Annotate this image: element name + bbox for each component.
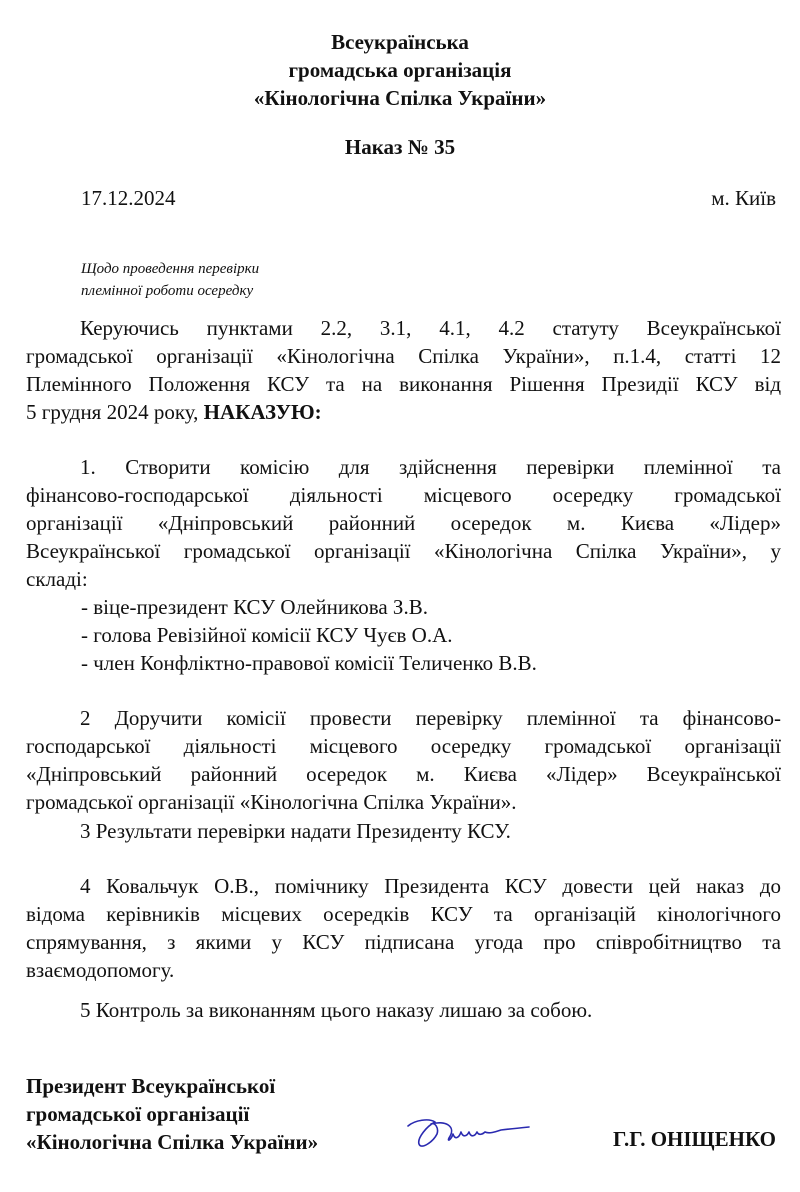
order-date: 17.12.2024 <box>81 186 176 210</box>
preamble-line: Керуючись пунктами 2.2, 3.1, 4.1, 4.2 статуту Всеукраїнської <box>80 316 781 340</box>
commission-member: - голова Ревізійної комісії КСУ Чуєв О.А. <box>81 623 453 647</box>
preamble-paragraph <box>26 314 781 426</box>
order-directive: НАКАЗУЮ: <box>203 400 322 424</box>
signatory-title-line-1: Президент Всеукраїнської <box>26 1074 276 1098</box>
commission-member: - член Конфліктно-правової комісії Теличенко В.В. <box>81 651 537 675</box>
signatory-title-line-2: громадської організації <box>26 1102 250 1126</box>
signatory-title <box>26 1072 318 1156</box>
signatory-title-line-3: «Кінологічна Спілка України» <box>26 1130 319 1154</box>
item-line: 1. Створити комісію для здійснення перевірки племінної та <box>80 455 781 479</box>
subject-line-2: племінної роботи осередку <box>81 283 254 299</box>
signatory-name: Г.Г. ОНІЩЕНКО <box>612 1127 776 1151</box>
item-line: Всеукраїнської громадської організації «Кінологічна Спілка України», у <box>26 539 781 563</box>
item-1-paragraph <box>26 453 781 593</box>
item-line: 3 Результати перевірки надати Президенту КСУ. <box>80 819 511 843</box>
org-name-line-1: Всеукраїнська <box>331 30 469 54</box>
item-line: фінансово-господарської діяльності місцевого осередку громадської <box>26 483 781 507</box>
preamble-line: Племінного Положення КСУ та на виконання Рішення Президії КСУ від <box>26 372 781 396</box>
item-2-paragraph <box>26 704 781 816</box>
item-line: 5 Контроль за виконанням цього наказу лишаю за собою. <box>80 998 593 1022</box>
preamble-line: 5 грудня 2024 року, <box>26 400 199 424</box>
commission-member: - віце-президент КСУ Олейникова З.В. <box>81 595 428 619</box>
item-line: господарської діяльності місцевого осередку громадської організації <box>26 734 781 758</box>
preamble-line-last <box>26 398 781 426</box>
handwritten-signature <box>405 1112 535 1156</box>
item-3-paragraph <box>26 817 781 845</box>
item-line: 4 Ковальчук О.В., помічнику Президента КСУ довести цей наказ до <box>80 874 781 898</box>
order-title: Наказ № 35 <box>344 135 456 159</box>
org-name-line-3: «Кінологічна Спілка України» <box>253 86 547 110</box>
subject-line-1: Щодо проведення перевірки <box>81 261 260 277</box>
item-line: «Дніпровський районний осередок м. Києва «Лідер» Всеукраїнської <box>26 762 781 786</box>
item-line: взаємодопомогу. <box>26 958 175 982</box>
item-line: громадської організації «Кінологічна Спілка України». <box>26 790 517 814</box>
org-name-line-2: громадська організація <box>288 58 512 82</box>
item-line: спрямування, з якими у КСУ підписана угода про співробітництво та <box>26 930 781 954</box>
order-subject <box>81 258 259 302</box>
item-line: відома керівників місцевих осередків КСУ та організацій кінологічного <box>26 902 781 926</box>
order-city: м. Київ <box>711 186 776 210</box>
item-4-paragraph <box>26 872 781 984</box>
item-5-paragraph <box>26 996 781 1024</box>
preamble-line: громадської організації «Кінологічна Спілка України», п.1.4, статті 12 <box>26 344 781 368</box>
item-line: 2 Доручити комісії провести перевірку племінної та фінансово- <box>80 706 781 730</box>
item-line: складі: <box>26 567 88 591</box>
item-line: організації «Дніпровський районний осередок м. Києва «Лідер» <box>26 511 781 535</box>
